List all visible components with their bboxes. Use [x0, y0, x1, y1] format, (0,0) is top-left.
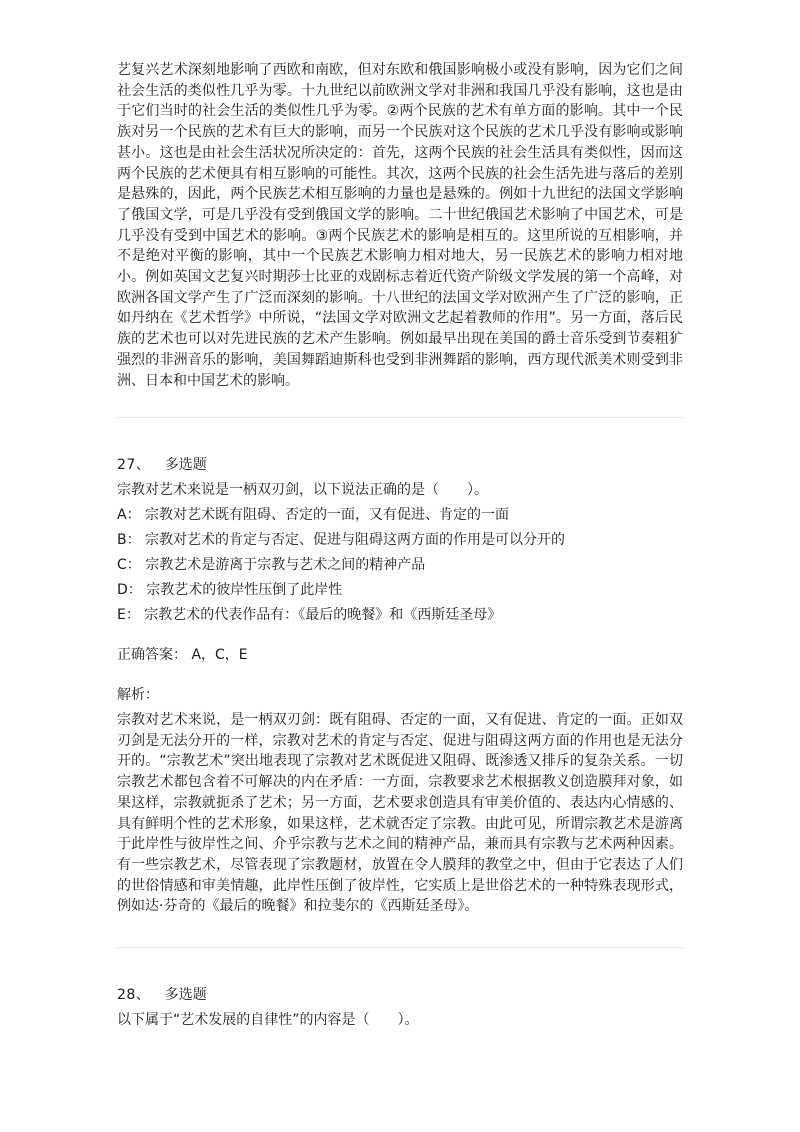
- q27-analysis: 宗教对艺术来说，是一柄双刃剑：既有阻碍、否定的一面，又有促进、肯定的一面。正如双刃剑是无法分开的一样，宗教对艺术的肯定与否定、促进与阻碍这两方面的作用也是无法分开的。“宗教艺术”突出地表现了宗教对艺术既促进又阻碍、既渗透又排斥的复杂关系。一切宗教艺术都包含着不可解决的内在矛盾：一方面，宗教要求艺术根据教义创造膜拜对象，如果这样，宗教就扼杀了艺术；另一方面，艺术要求创造具有审美价值的、表达内心情感的、具有鲜明个性的艺术形象，如果这样，艺术就否定了宗教。由此可见，所谓宗教艺术是游离于此岸性与彼岸性之间、介乎宗教与艺术之间的精神产品，兼而具有宗教与艺术两种因素。有一些宗教艺术，尽管表现了宗教题材，放置在令人膜拜的教堂之中，但由于它表达了人们的世俗情感和审美情趣，此岸性压倒了彼岸性，它实质上是世俗艺术的一种特殊表现形式，例如达·芬奇的《最后的晚餐》和拉斐尔的《西斯廷圣母》。: [117, 712, 683, 915]
- q28-stem: 以下属于“艺术发展的自律性”的内容是（ ）。: [117, 1012, 419, 1028]
- q27-option-b[interactable]: B： 宗教对艺术的肯定与否定、促进与阻碍这两方面的作用是可以分开的: [117, 532, 566, 548]
- q27-type: 多选题: [164, 457, 207, 473]
- previous-analysis-tail: 艺复兴艺术深刻地影响了西欧和南欧，但对东欧和俄国影响极小或没有影响，因为它们之间社会生活的类似性几乎为零。十九世纪以前欧洲文学对非洲和我国几乎没有影响，这也是由于它们当时的社会生活的类似性几乎为零。②两个民族的艺术有单方面的影响。其中一个民族对另一个民族的艺术有巨大的影响，而另一个民族对这个民族的艺术几乎没有影响或影响甚小。这也是由社会生活状况所决定的：首先，这两个民族的社会生活具有类似性，因而这两个民族的艺术便具有相互影响的可能性。其次，这两个民族的社会生活先进与落后的差别是悬殊的，因此，两个民族艺术相互影响的力量也是悬殊的。例如十九世纪的法国文学影响了俄国文学，可是几乎没有受到俄国文学的影响。二十世纪俄国艺术影响了中国艺术，可是几乎没有受到中国艺术的影响。③两个民族艺术的影响是相互的。这里所说的互相影响，并不是绝对平衡的影响，其中一个民族艺术影响力相对地大，另一民族艺术的影响力相对地小。例如英国文艺复兴时期莎士比亚的戏剧标志着近代资产阶级文学发展的第一个高峰，对欧洲各国文学产生了广泛而深刻的影响。十八世纪的法国文学对欧洲产生了广泛的影响，正如丹纳在《艺术哲学》中所说，“法国文学对欧洲文艺起着教师的作用”。另一方面，落后民族的艺术也可以对先进民族的艺术产生影响。例如最早出现在美国的爵士音乐受到节奏粗犷强烈的非洲音乐的影响，美国舞蹈迪斯科也受到非洲舞蹈的影响，西方现代派美术则受到非洲、日本和中国艺术的影响。: [117, 62, 683, 389]
- question-divider: [117, 417, 683, 418]
- q27-correct-answer: 正确答案： A，C，E: [117, 647, 248, 663]
- q28-type: 多选题: [164, 987, 207, 1003]
- q27-stem: 宗教对艺术来说是一柄双刃剑，以下说法正确的是（ ）。: [117, 482, 488, 498]
- q27-header: [117, 455, 207, 475]
- q27-number: 27、: [117, 457, 151, 473]
- q28-header: [117, 985, 207, 1005]
- question-divider: [117, 947, 683, 948]
- q27-option-a[interactable]: A： 宗教对艺术既有阻碍、否定的一面，又有促进、肯定的一面: [117, 507, 510, 523]
- q27-option-d[interactable]: D： 宗教艺术的彼岸性压倒了此岸性: [117, 582, 343, 598]
- q28-number: 28、: [117, 987, 151, 1003]
- q27-option-c[interactable]: C： 宗教艺术是游离于宗教与艺术之间的精神产品: [117, 557, 426, 573]
- q27-analysis-label: 解析：: [117, 687, 159, 703]
- q27-option-e[interactable]: E： 宗教艺术的代表作品有：《最后的晚餐》和《西斯廷圣母》: [117, 607, 502, 623]
